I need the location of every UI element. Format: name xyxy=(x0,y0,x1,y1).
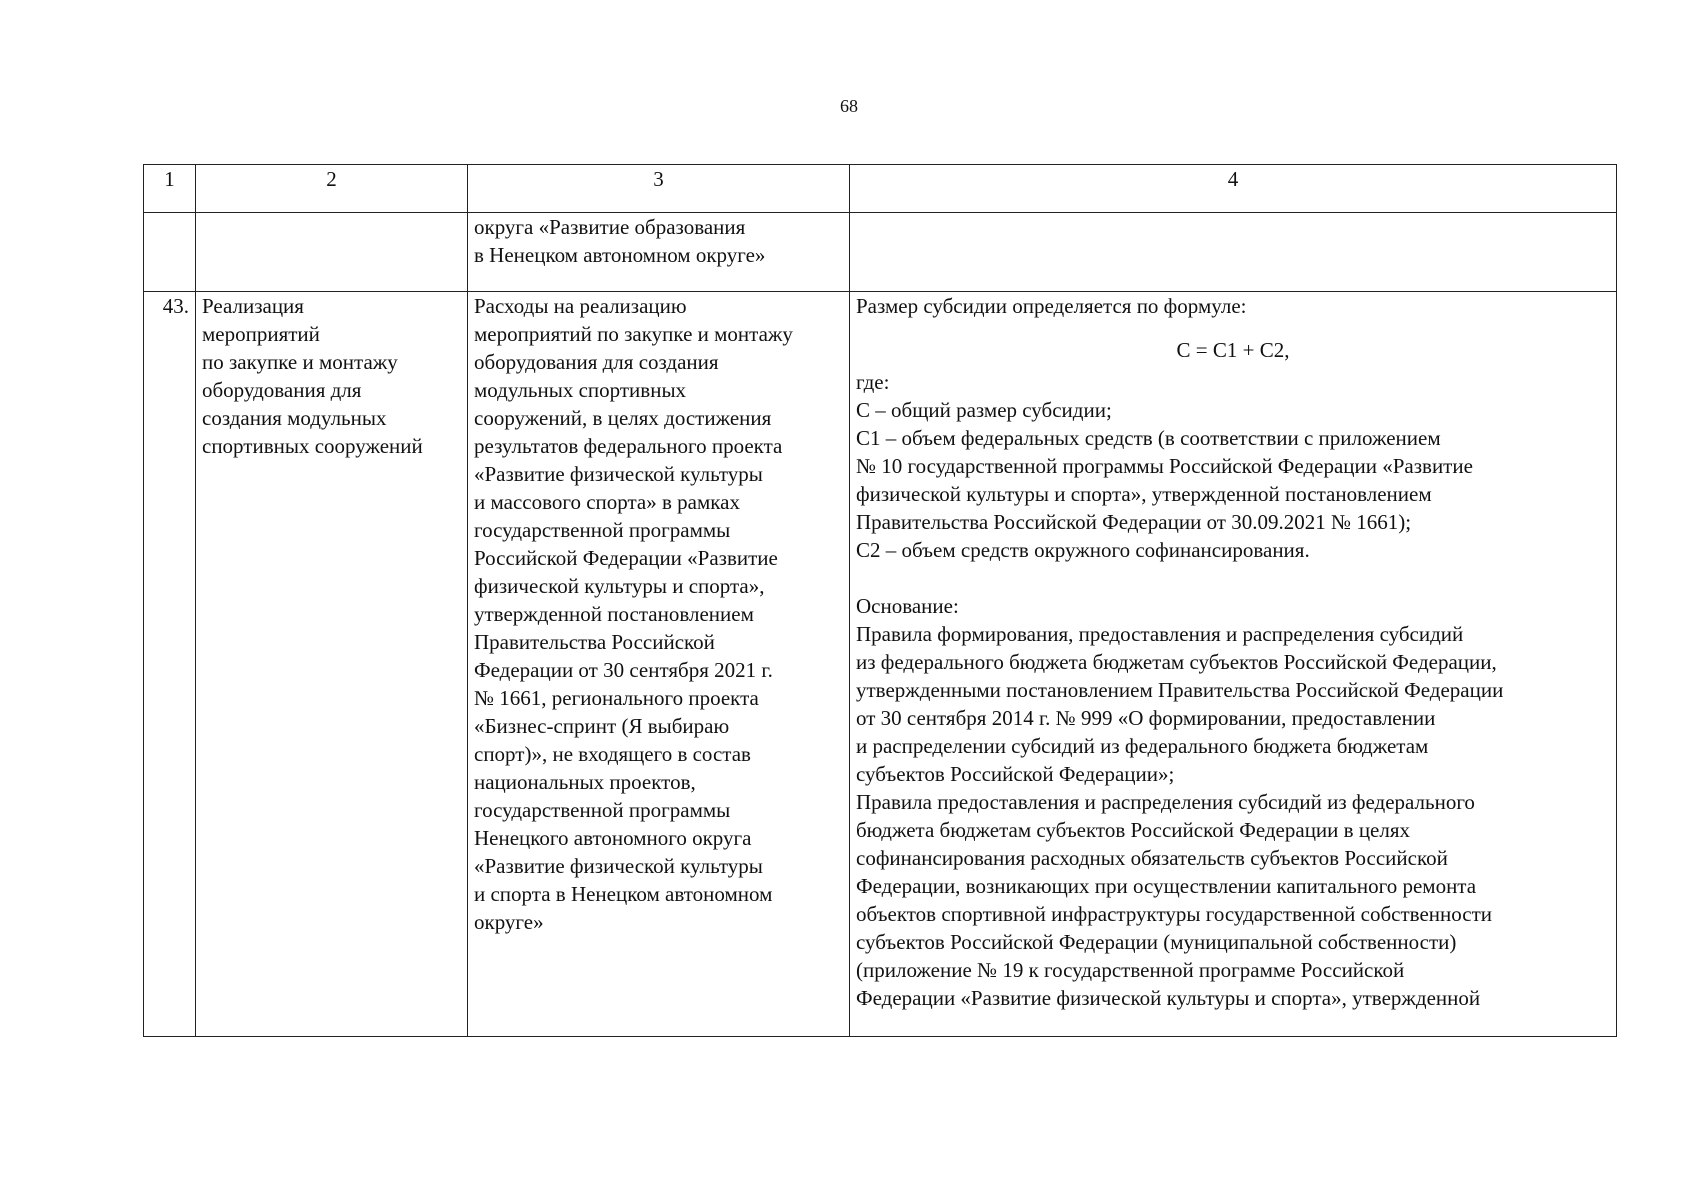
text-line: софинансирования расходных обязательств субъектов Российской xyxy=(856,846,1448,870)
text-line: (приложение № 19 к государственной программе Российской xyxy=(856,958,1405,982)
text-line: спортивных сооружений xyxy=(202,434,423,458)
text-line: округе» xyxy=(474,910,544,934)
measure-name-cell xyxy=(196,292,468,1037)
page-number: 68 xyxy=(840,96,858,116)
text-line: и массового спорта» в рамках xyxy=(474,490,740,514)
text-line: С2 – объем средств окружного софинансирования. xyxy=(856,538,1310,562)
text-line: утвержденной постановлением xyxy=(474,602,754,626)
text-line: Основание: xyxy=(856,594,959,618)
text-line: № 10 государственной программы Российской Федерации «Развитие xyxy=(856,454,1473,478)
document-table xyxy=(143,164,1617,1037)
text-line: спорт)», не входящего в состав xyxy=(474,742,751,766)
continuation-cell-1 xyxy=(144,213,196,292)
text-line: из федерального бюджета бюджетам субъектов Российской Федерации, xyxy=(856,650,1497,674)
text-line: национальных проектов, xyxy=(474,770,696,794)
subsidy-formula: С = С1 + С2, xyxy=(1176,338,1290,362)
row-number: 43. xyxy=(144,292,196,1037)
text-line: по закупке и монтажу xyxy=(202,350,398,374)
text-line: Федерации от 30 сентября 2021 г. xyxy=(474,658,773,682)
text-line: от 30 сентября 2014 г. № 999 «О формировании, предоставлении xyxy=(856,706,1436,730)
text-line: Правила предоставления и распределения субсидий из федерального xyxy=(856,790,1475,814)
text-line: округа «Развитие образования xyxy=(474,215,746,239)
header-cell-2: 2 xyxy=(196,165,468,213)
text-line: № 1661, регионального проекта xyxy=(474,686,759,710)
text-line: и распределении субсидий из федерального бюджета бюджетам xyxy=(856,734,1429,758)
text-line: «Бизнес-спринт (Я выбираю xyxy=(474,714,730,738)
text-line: в Ненецком автономном округе» xyxy=(474,243,766,267)
text-line: Ненецкого автономного округа xyxy=(474,826,752,850)
table-header-row xyxy=(144,165,1617,213)
text-line: мероприятий по закупке и монтажу xyxy=(474,322,793,346)
text-line: бюджета бюджетам субъектов Российской Федерации в целях xyxy=(856,818,1411,842)
text-line: Правила формирования, предоставления и распределения субсидий xyxy=(856,622,1464,646)
text-line: С1 – объем федеральных средств (в соответствии с приложением xyxy=(856,426,1441,450)
text-line: оборудования для xyxy=(202,378,362,402)
continuation-row xyxy=(144,213,1617,292)
text-line: результатов федерального проекта xyxy=(474,434,783,458)
expenses-description-cell xyxy=(468,292,850,1037)
header-cell-3: 3 xyxy=(468,165,850,213)
header-cell-1: 1 xyxy=(144,165,196,213)
text-line: Федерации, возникающих при осуществлении капитального ремонта xyxy=(856,874,1477,898)
text-line: С – общий размер субсидии; xyxy=(856,398,1112,422)
text-line: оборудования для создания xyxy=(474,350,719,374)
subsidy-formula-cell xyxy=(850,292,1617,1037)
row-43 xyxy=(144,292,1617,1037)
text-line: Российской Федерации «Развитие xyxy=(474,546,778,570)
text-line: где: xyxy=(856,370,890,394)
text-line: государственной программы xyxy=(474,798,731,822)
text-line: Федерации «Развитие физической культуры и спорта», утвержденной xyxy=(856,986,1481,1010)
header-cell-4: 4 xyxy=(850,165,1617,213)
text-line: модульных спортивных xyxy=(474,378,687,402)
text-line: государственной программы xyxy=(474,518,731,542)
text-line: Правительства Российской Федерации от 30.09.2021 № 1661); xyxy=(856,510,1412,534)
text-line: субъектов Российской Федерации (муниципальной собственности) xyxy=(856,930,1457,954)
formula-intro: Размер субсидии определяется по формуле: xyxy=(856,294,1247,318)
text-line: физической культуры и спорта», xyxy=(474,574,765,598)
text-line: Реализация xyxy=(202,294,304,318)
continuation-cell-2 xyxy=(196,213,468,292)
text-line: и спорта в Ненецком автономном xyxy=(474,882,773,906)
paragraph-gap xyxy=(856,564,1610,592)
text-line: мероприятий xyxy=(202,322,320,346)
text-line: физической культуры и спорта», утвержденной постановлением xyxy=(856,482,1432,506)
text-line: субъектов Российской Федерации»; xyxy=(856,762,1175,786)
text-line: «Развитие физической культуры xyxy=(474,462,763,486)
text-line: создания модульных xyxy=(202,406,387,430)
text-line: утвержденными постановлением Правительства Российской Федерации xyxy=(856,678,1504,702)
text-line: «Развитие физической культуры xyxy=(474,854,763,878)
text-line: сооружений, в целях достижения xyxy=(474,406,772,430)
text-line: объектов спортивной инфраструктуры государственной собственности xyxy=(856,902,1493,926)
text-line: Правительства Российской xyxy=(474,630,715,654)
text-line: Расходы на реализацию xyxy=(474,294,687,318)
continuation-cell-4 xyxy=(850,213,1617,292)
continuation-cell-3 xyxy=(468,213,850,292)
